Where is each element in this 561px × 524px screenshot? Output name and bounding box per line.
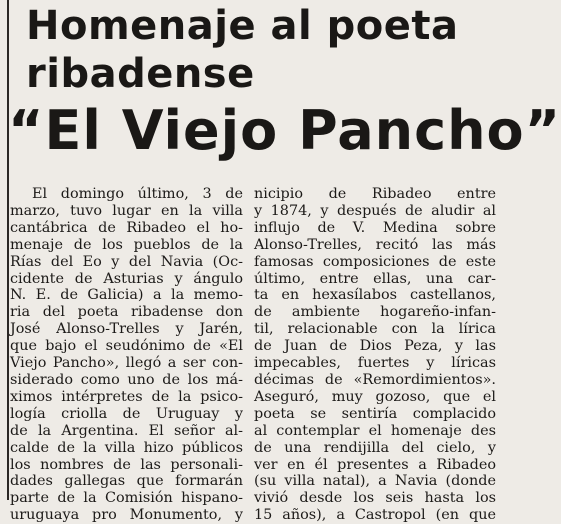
article-text-line: ria del poeta ribadense don <box>10 304 243 321</box>
article-text-line: marzo, tuvo lugar en la villa <box>10 202 243 219</box>
column-rule <box>7 0 9 500</box>
article-text-line: de ambiente hogareño-infan- <box>254 304 496 321</box>
article-text-line: 15 años), a Castropol (en que <box>254 507 496 524</box>
article-text-line: poeta se sentiría complacido <box>254 405 496 422</box>
headline-title: “El Viejo Pancho” <box>8 99 561 162</box>
article-text-line: (su villa natal), a Navia (donde <box>254 473 496 490</box>
article-column-right <box>254 186 496 524</box>
article-text-line: dades gallegas que formarán <box>10 473 243 490</box>
article-text-line: Rías del Eo y del Navia (Oc- <box>10 253 243 270</box>
article-text-line: y 1874, y después de aludir al <box>254 202 496 219</box>
headline-line-2: ribadense <box>26 51 255 97</box>
article-text-line: El domingo último, 3 de <box>32 186 243 202</box>
article-text-line: til, relacionable con la lírica <box>254 321 496 338</box>
article-text-line: ta en hexasílabos castellanos, <box>254 287 496 304</box>
article-text-line: Aseguró, muy gozoso, que el <box>254 388 496 405</box>
article-text-line: de la Argentina. El señor al- <box>10 422 243 439</box>
article-text-line: de una rendijilla del cielo, y <box>254 439 496 456</box>
article-text-line: Alonso-Trelles, recitó las más <box>254 236 496 253</box>
article-text-line: uruguaya pro Monumento, y <box>10 507 243 524</box>
article-text-line: famosas composiciones de este <box>254 253 496 270</box>
article-text-line: nicipio de Ribadeo entre <box>254 186 496 202</box>
article-text-line: ximos intérpretes de la psico- <box>10 388 243 405</box>
article-text-line: de Juan de Dios Peza, y las <box>254 338 496 355</box>
article-text-line: parte de la Comisión hispano- <box>10 490 243 507</box>
article-text-line: ver en él presentes a Ribadeo <box>254 456 496 473</box>
headline-line-1: Homenaje al poeta <box>26 3 459 49</box>
article-text-line: cidente de Asturias y ángulo <box>10 270 243 287</box>
article-text-line: los nombres de las personali- <box>10 456 243 473</box>
article-text-line: influjo de V. Medina sobre <box>254 219 496 236</box>
article-text-line: vivió desde los seis hasta los <box>254 490 496 507</box>
article-text-line: décimas de «Remordimientos». <box>254 371 496 388</box>
article-text-line: siderado como uno de los má- <box>10 371 243 388</box>
article-text-line: menaje de los pueblos de la <box>10 236 243 253</box>
article-text-line: Viejo Pancho», llegó a ser con- <box>10 355 243 372</box>
article-text-line: último, entre ellas, una car- <box>254 270 496 287</box>
article-text-line: que bajo el seudónimo de «El <box>10 338 243 355</box>
article-column-left <box>10 186 243 524</box>
article-text-line: N. E. de Galicia) a la memo- <box>10 287 243 304</box>
article-text-line: calde de la villa hizo públicos <box>10 439 243 456</box>
article-text-line: impecables, fuertes y líricas <box>254 355 496 372</box>
article-text-line: cantábrica de Ribadeo el ho- <box>10 219 243 236</box>
article-text-line: José Alonso-Trelles y Jarén, <box>10 321 243 338</box>
article-text-line: al contemplar el homenaje des <box>254 422 496 439</box>
article-text-line: logía criolla de Uruguay y <box>10 405 243 422</box>
